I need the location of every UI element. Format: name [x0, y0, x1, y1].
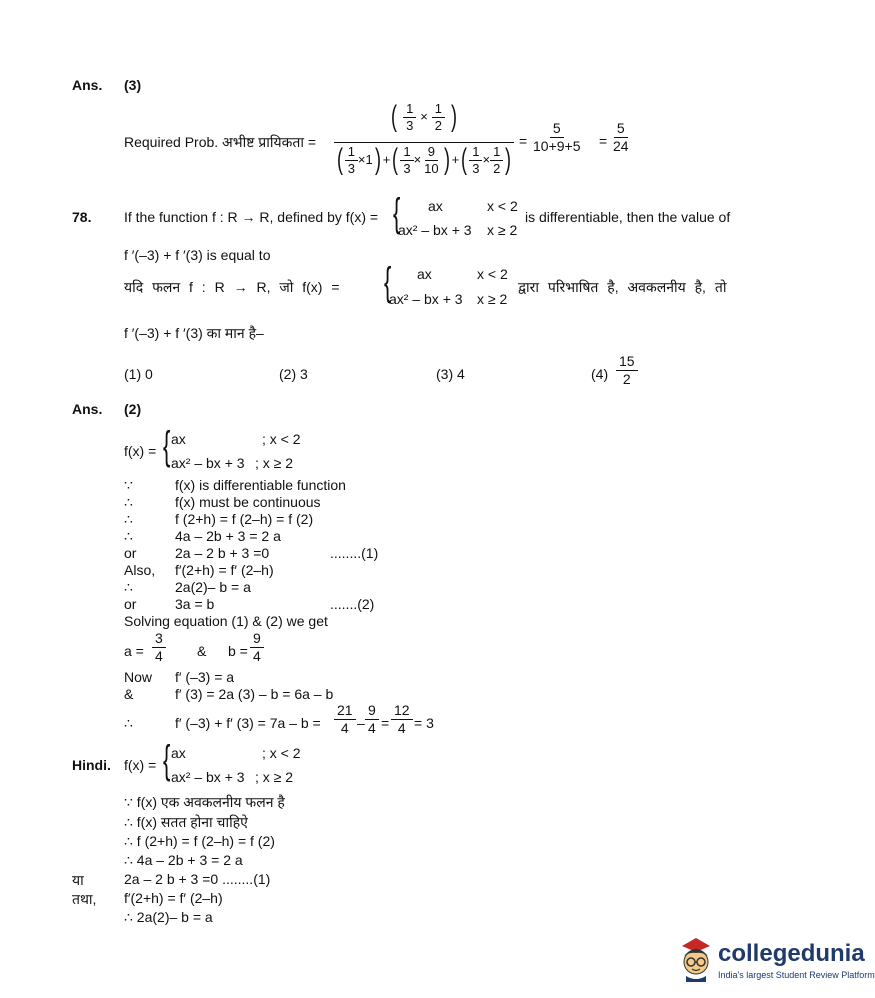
logo-tagline: India's largest Student Review Platform — [718, 970, 875, 980]
fraction-numerator: ( $\frac{1}{3}$ × $\frac{1}{2}$ ) — [391, 100, 457, 134]
hindi-line: ∴ f (2+h) = f (2–h) = f (2) — [124, 833, 275, 849]
final-symbol: ∴ — [124, 715, 133, 731]
step-symbol: ∴ — [124, 528, 133, 544]
question-line2-hi: f ′(–3) + f ′(3) का मान है– — [124, 325, 264, 341]
step-symbol: or — [124, 545, 137, 561]
b-eq: b = — [228, 643, 248, 659]
step-symbol: ∴ — [124, 494, 133, 510]
question-outro-en: is differentiable, then the value of — [525, 209, 731, 225]
final-frac-2: $\frac{9}{4}$ — [365, 703, 379, 735]
a-fraction: $\frac{3}{4}$ — [152, 631, 166, 663]
piece2-cond: x ≥ 2 — [487, 222, 518, 238]
step-tag: ........(1) — [330, 545, 379, 561]
hindi-line: 2a – 2 b + 3 =0 ........(1) — [124, 871, 271, 887]
answer-label: Ans. — [72, 77, 103, 93]
piece2-expr-hi: ax² – bx + 3 — [389, 291, 463, 307]
piece1-cond: x < 2 — [487, 198, 518, 214]
step-text: 3a = b — [175, 596, 215, 612]
hindi-piece2-cond: ; x ≥ 2 — [255, 769, 294, 785]
step-text: f (2+h) = f (2–h) = f (2) — [175, 511, 314, 527]
piece1-expr: ax — [428, 198, 443, 214]
ans-piece1-expr: ax — [171, 431, 186, 447]
final-frac-1: $\frac{21}{4}$ — [334, 703, 356, 735]
step-text: f(x) is differentiable function — [175, 477, 346, 493]
step-text: 4a – 2b + 3 = 2 a — [175, 528, 281, 544]
step-symbol: or — [124, 596, 137, 612]
b-fraction: $\frac{9}{4}$ — [250, 631, 264, 663]
step-tag: .......(2) — [330, 596, 375, 612]
hindi-also: तथा, — [72, 891, 97, 907]
amp2-label: & — [124, 686, 134, 702]
option-4-fraction: $\frac{15}{2}$ — [616, 354, 638, 386]
hindi-piece1-cond: ; x < 2 — [262, 745, 301, 761]
fraction-denominator: ( $\frac{1}{3}$ ×1) +( $\frac{1}{3}$ × $\frac{9}{10}$ ) +( $\frac{1}{3}$ × $\frac{1}{2}$ ) — [336, 143, 512, 177]
piece1-cond-hi: x < 2 — [477, 266, 508, 282]
question-number: 78. — [72, 209, 92, 225]
hindi-or: या — [72, 872, 84, 888]
result-fraction: $\frac{5}{24}$ — [613, 120, 629, 154]
final-frac-3: $\frac{12}{4}$ — [391, 703, 413, 735]
piece2-expr: ax² – bx + 3 — [398, 222, 472, 238]
amp2-text: f′ (3) = 2a (3) – b = 6a – b — [175, 686, 334, 702]
question-outro-hi: द्वारा परिभाषित है, अवकलनीय है, तो — [518, 279, 727, 295]
option-3: (3) 4 — [436, 366, 465, 382]
logo-name: collegedunia — [718, 940, 865, 967]
a-eq: a = — [124, 643, 144, 659]
hindi-piece2-expr: ax² – bx + 3 — [171, 769, 245, 785]
collegedunia-logo — [676, 928, 875, 988]
hindi-line: ∴ f(x) सतत होना चाहिऐ — [124, 814, 248, 830]
option-1: (1) 0 — [124, 366, 153, 382]
probability-fraction — [334, 102, 514, 185]
fx-label: f(x) = — [124, 443, 157, 459]
step-text: f(x) must be continuous — [175, 494, 321, 510]
answer-value: (2) — [124, 401, 142, 417]
required-prob-text: Required Prob. अभीष्ट प्रायिकता = — [124, 134, 317, 150]
hindi-line: ∴ 2a(2)– b = a — [124, 909, 213, 925]
step-text: f′(2+h) = f′ (2–h) — [175, 562, 274, 578]
question-line2-en: f ′(–3) + f ′(3) is equal to — [124, 247, 271, 263]
answer-value: (3) — [124, 77, 142, 93]
question-intro-en: If the function f : R → R, defined by f(x) = — [124, 209, 379, 225]
step-symbol: ∵ — [124, 477, 133, 493]
ans-piece1-cond: ; x < 2 — [262, 431, 301, 447]
hindi-fx-label: f(x) = — [124, 757, 157, 773]
piecewise-brace-hi: { — [384, 260, 392, 304]
now-text: f′ (–3) = a — [175, 669, 235, 685]
mascot-icon — [676, 932, 716, 982]
hindi-piece1-expr: ax — [171, 745, 186, 761]
piece1-expr-hi: ax — [417, 266, 432, 282]
step-symbol: Also, — [124, 562, 156, 578]
now-label: Now — [124, 669, 153, 685]
piecewise-brace: { — [393, 191, 401, 235]
amp: & — [197, 643, 207, 659]
piecewise-brace-hindi: { — [163, 738, 171, 782]
option-2: (2) 3 — [279, 366, 308, 382]
hindi-line: f′(2+h) = f′ (2–h) — [124, 890, 223, 906]
hindi-line: ∴ 4a – 2b + 3 = 2 a — [124, 852, 243, 868]
option-4-label: (4) — [591, 366, 609, 382]
ans-piece2-cond: ; x ≥ 2 — [255, 455, 294, 471]
step-symbol: ∴ — [124, 579, 133, 595]
question-intro-hi: यदि फलन f : R → R, जो f(x) = — [124, 279, 340, 295]
step-text: 2a(2)– b = a — [175, 579, 251, 595]
step-symbol: ∴ — [124, 511, 133, 527]
final-text: f′ (–3) + f′ (3) = 7a – b = — [175, 715, 321, 731]
eq-fraction: $\frac{5}{10+9+5}$ — [533, 120, 581, 154]
solving-line: Solving equation (1) & (2) we get — [124, 613, 328, 629]
hindi-label: Hindi. — [72, 757, 111, 773]
ans-piece2-expr: ax² – bx + 3 — [171, 455, 245, 471]
piecewise-brace-ans: { — [163, 424, 171, 468]
hindi-line: ∵ f(x) एक अवकलनीय फलन है — [124, 794, 285, 810]
answer-label: Ans. — [72, 401, 103, 417]
step-text: 2a – 2 b + 3 =0 — [175, 545, 270, 561]
final-result: = 3 — [414, 715, 434, 731]
piece2-cond-hi: x ≥ 2 — [477, 291, 508, 307]
